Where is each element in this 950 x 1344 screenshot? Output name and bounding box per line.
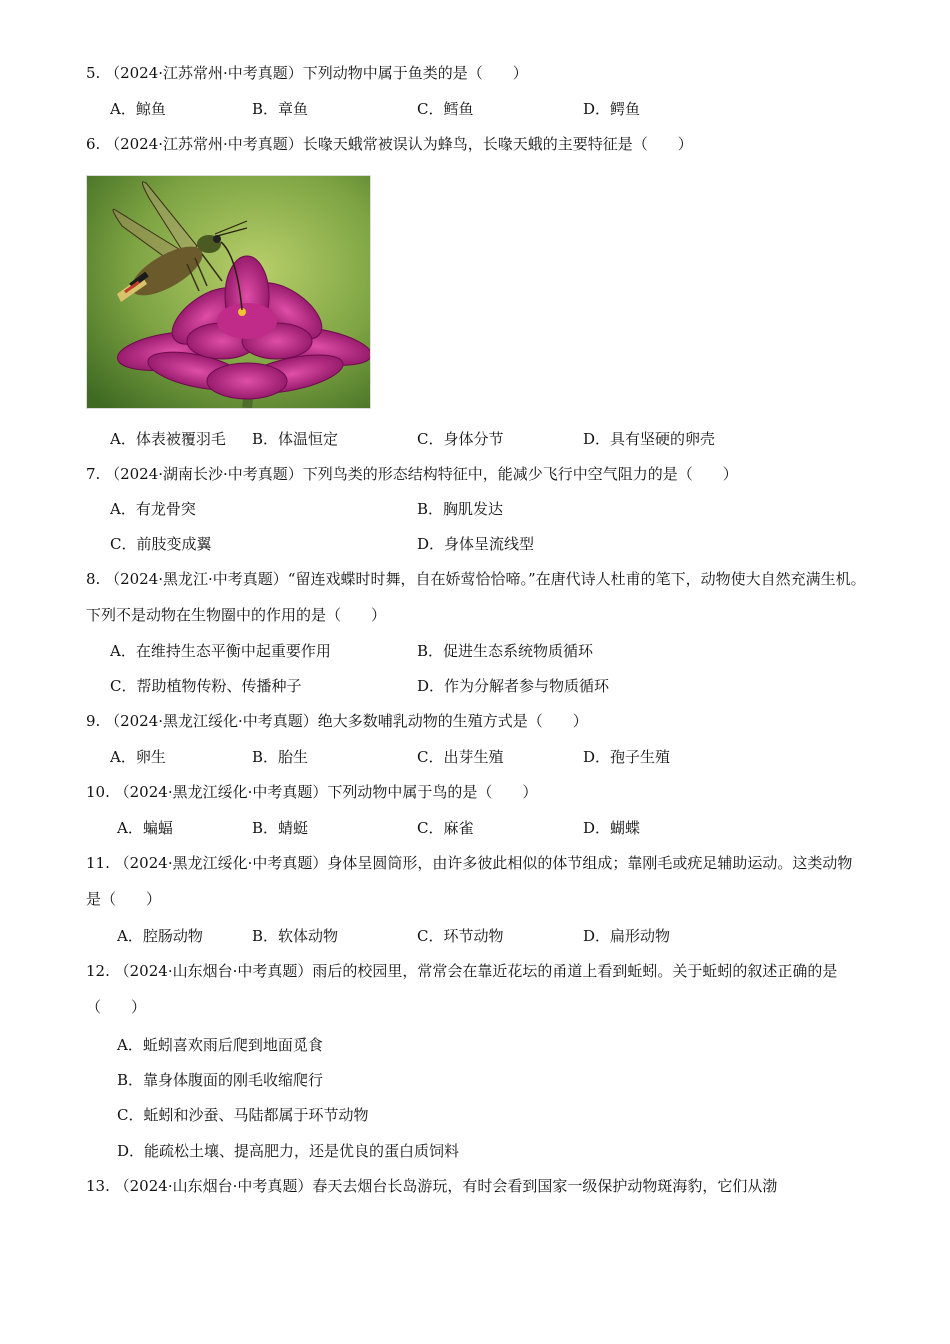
option-b: B．胸肌发达 bbox=[417, 500, 504, 518]
option-c: C．蚯蚓和沙蚕、马陆都属于环节动物 bbox=[117, 1106, 369, 1124]
option-d: D．能疏松土壤、提高肥力，还是优良的蛋白质饲料 bbox=[117, 1142, 460, 1160]
option-c: C．出芽生殖 bbox=[417, 748, 504, 766]
option-d: D．作为分解者参与物质循环 bbox=[417, 677, 610, 695]
option-a: A．有龙骨突 bbox=[110, 500, 196, 518]
option-d: D．具有坚硬的卵壳 bbox=[583, 430, 716, 448]
question-8 bbox=[86, 561, 866, 633]
option-c: C．麻雀 bbox=[417, 819, 474, 837]
question-text: （2024·江苏常州·中考真题）下列动物中属于鱼类的是（ ） bbox=[105, 64, 528, 82]
question-text: （2024·黑龙江绥化·中考真题）绝大多数哺乳动物的生殖方式是（ ） bbox=[105, 712, 588, 730]
question-6 bbox=[86, 134, 693, 154]
question-text: （2024·湖南长沙·中考真题）下列鸟类的形态结构特征中，能减少飞行中空气阻力的是（ ） bbox=[105, 465, 738, 483]
option-d: D．孢子生殖 bbox=[583, 748, 671, 766]
option-d: D．鳄鱼 bbox=[583, 100, 641, 118]
option-b: B．软体动物 bbox=[252, 927, 339, 945]
option-b: B．章鱼 bbox=[252, 100, 309, 118]
option-b: B．胎生 bbox=[252, 748, 309, 766]
option-c: C．鳕鱼 bbox=[417, 100, 474, 118]
option-a: A．在维持生态平衡中起重要作用 bbox=[110, 642, 331, 660]
option-a: A．体表被覆羽毛 bbox=[110, 430, 226, 448]
question-number: 9. bbox=[86, 712, 101, 730]
option-a: A．蝙蝠 bbox=[117, 819, 173, 837]
question-12 bbox=[86, 953, 866, 1025]
question-7 bbox=[86, 464, 738, 484]
question-number: 11. bbox=[86, 854, 110, 872]
option-c: C．身体分节 bbox=[417, 430, 504, 448]
option-d: D．身体呈流线型 bbox=[417, 535, 535, 553]
hawk-moth-on-flower-photo bbox=[86, 175, 371, 409]
question-text: （2024·山东烟台·中考真题）春天去烟台长岛游玩，有时会看到国家一级保护动物斑海豹，它们从渤 bbox=[114, 1177, 778, 1195]
option-a: A．蚯蚓喜欢雨后爬到地面觅食 bbox=[117, 1036, 323, 1054]
question-11 bbox=[86, 845, 866, 917]
question-5 bbox=[86, 63, 528, 83]
question-13 bbox=[86, 1176, 777, 1196]
question-number: 13. bbox=[86, 1177, 110, 1195]
question-text: （2024·黑龙江·中考真题）“留连戏蝶时时舞，自在娇莺恰恰啼。”在唐代诗人杜甫的笔下，动物使大自然充满生机。下列不是动物在生物圈中的作用的是（ ） bbox=[86, 570, 866, 624]
option-d: D．蝴蝶 bbox=[583, 819, 641, 837]
question-number: 10. bbox=[86, 783, 110, 801]
question-9 bbox=[86, 711, 588, 731]
option-a: A．卵生 bbox=[110, 748, 166, 766]
option-c: C．环节动物 bbox=[417, 927, 504, 945]
option-d: D．扁形动物 bbox=[583, 927, 671, 945]
option-b: B．促进生态系统物质循环 bbox=[417, 642, 594, 660]
option-a: A．腔肠动物 bbox=[117, 927, 203, 945]
question-10 bbox=[86, 782, 537, 802]
question-number: 5. bbox=[86, 64, 101, 82]
option-b: B．体温恒定 bbox=[252, 430, 339, 448]
question-number: 6. bbox=[86, 135, 101, 153]
question-text: （2024·黑龙江绥化·中考真题）身体呈圆筒形，由许多彼此相似的体节组成；靠刚毛或疣足辅助运动。这类动物是（ ） bbox=[86, 854, 853, 908]
question-number: 8. bbox=[86, 570, 101, 588]
question-text: （2024·江苏常州·中考真题）长喙天蛾常被误认为蜂鸟，长喙天蛾的主要特征是（ ） bbox=[105, 135, 693, 153]
option-b: B．靠身体腹面的刚毛收缩爬行 bbox=[117, 1071, 324, 1089]
option-c: C．帮助植物传粉、传播种子 bbox=[110, 677, 302, 695]
option-c: C．前肢变成翼 bbox=[110, 535, 212, 553]
question-number: 7. bbox=[86, 465, 101, 483]
question-text: （2024·山东烟台·中考真题）雨后的校园里，常常会在靠近花坛的甬道上看到蚯蚓。关于蚯蚓的叙述正确的是（ ） bbox=[86, 962, 838, 1016]
question-number: 12. bbox=[86, 962, 110, 980]
option-b: B．蜻蜓 bbox=[252, 819, 309, 837]
question-text: （2024·黑龙江绥化·中考真题）下列动物中属于鸟的是（ ） bbox=[114, 783, 538, 801]
option-a: A．鲸鱼 bbox=[110, 100, 166, 118]
